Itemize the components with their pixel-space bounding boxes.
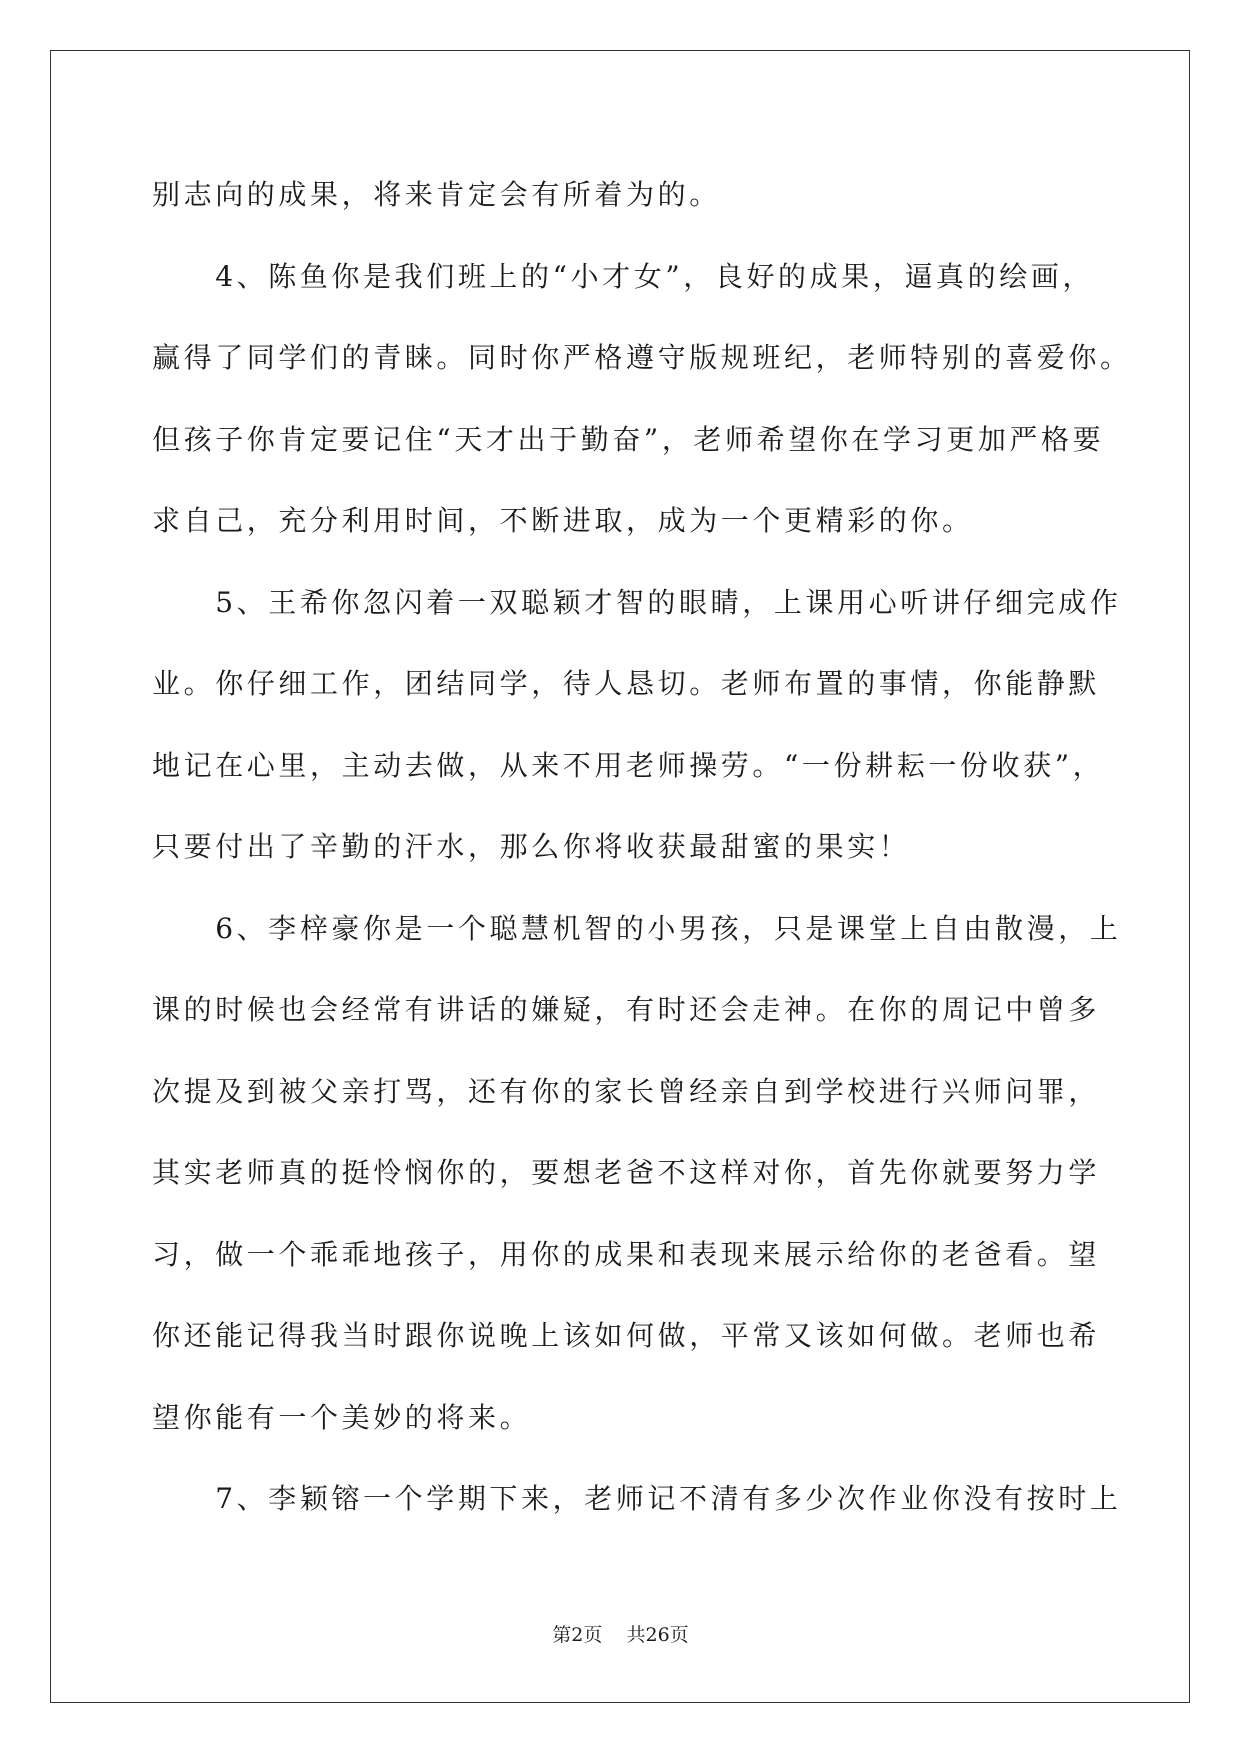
document-body bbox=[152, 154, 1132, 1540]
text-line: 5、王希你忽闪着一双聪颖才智的眼睛，上课用心听讲仔细完成作 bbox=[152, 585, 1122, 619]
text-line: 业。你仔细工作，团结同学，待人恳切。老师布置的事情，你能静默 bbox=[152, 667, 1101, 700]
text-line: 6、李梓豪你是一个聪慧机智的小男孩，只是课堂上自由散漫，上 bbox=[152, 911, 1122, 945]
text-line: 课的时候也会经常有讲话的嫌疑，有时还会走神。在你的周记中曾多 bbox=[152, 993, 1101, 1026]
text-line: 4、陈鱼你是我们班上的“小才女”，良好的成果，逼真的绘画， bbox=[152, 259, 1095, 293]
page-number: 第2页 bbox=[552, 1624, 603, 1646]
text-line: 只要付出了辛勤的汗水，那么你将收获最甜蜜的果实！ bbox=[152, 830, 911, 863]
total-pages: 共26页 bbox=[626, 1624, 689, 1646]
text-line: 别志向的成果，将来肯定会有所着为的。 bbox=[152, 178, 721, 211]
text-line: 其实老师真的挺怜悯你的，要想老爸不这样对你，首先你就要努力学 bbox=[152, 1156, 1101, 1189]
text-line: 地记在心里，主动去做，从来不用老师操劳。“一份耕耘一份收获”， bbox=[152, 748, 1105, 782]
text-line: 赢得了同学们的青睐。同时你严格遵守版规班纪，老师特别的喜爱你。 bbox=[152, 341, 1132, 374]
text-line: 求自己，充分利用时间，不断进取，成为一个更精彩的你。 bbox=[152, 504, 974, 537]
text-line: 望你能有一个美妙的将来。 bbox=[152, 1400, 532, 1434]
text-line: 7、李颖镕一个学期下来，老师记不清有多少次作业你没有按时上 bbox=[152, 1482, 1122, 1515]
text-line: 次提及到被父亲打骂，还有你的家长曾经亲自到学校进行兴师问罪， bbox=[152, 1074, 1101, 1108]
text-line: 习，做一个乖乖地孩子，用你的成果和表现来展示给你的老爸看。望 bbox=[152, 1237, 1101, 1271]
page-footer bbox=[0, 1622, 1241, 1648]
text-line: 你还能记得我当时跟你说晚上该如何做，平常又该如何做。老师也希 bbox=[152, 1319, 1101, 1352]
text-line: 但孩子你肯定要记住“天才出于勤奋”，老师希望你在学习更加严格要 bbox=[152, 422, 1105, 456]
